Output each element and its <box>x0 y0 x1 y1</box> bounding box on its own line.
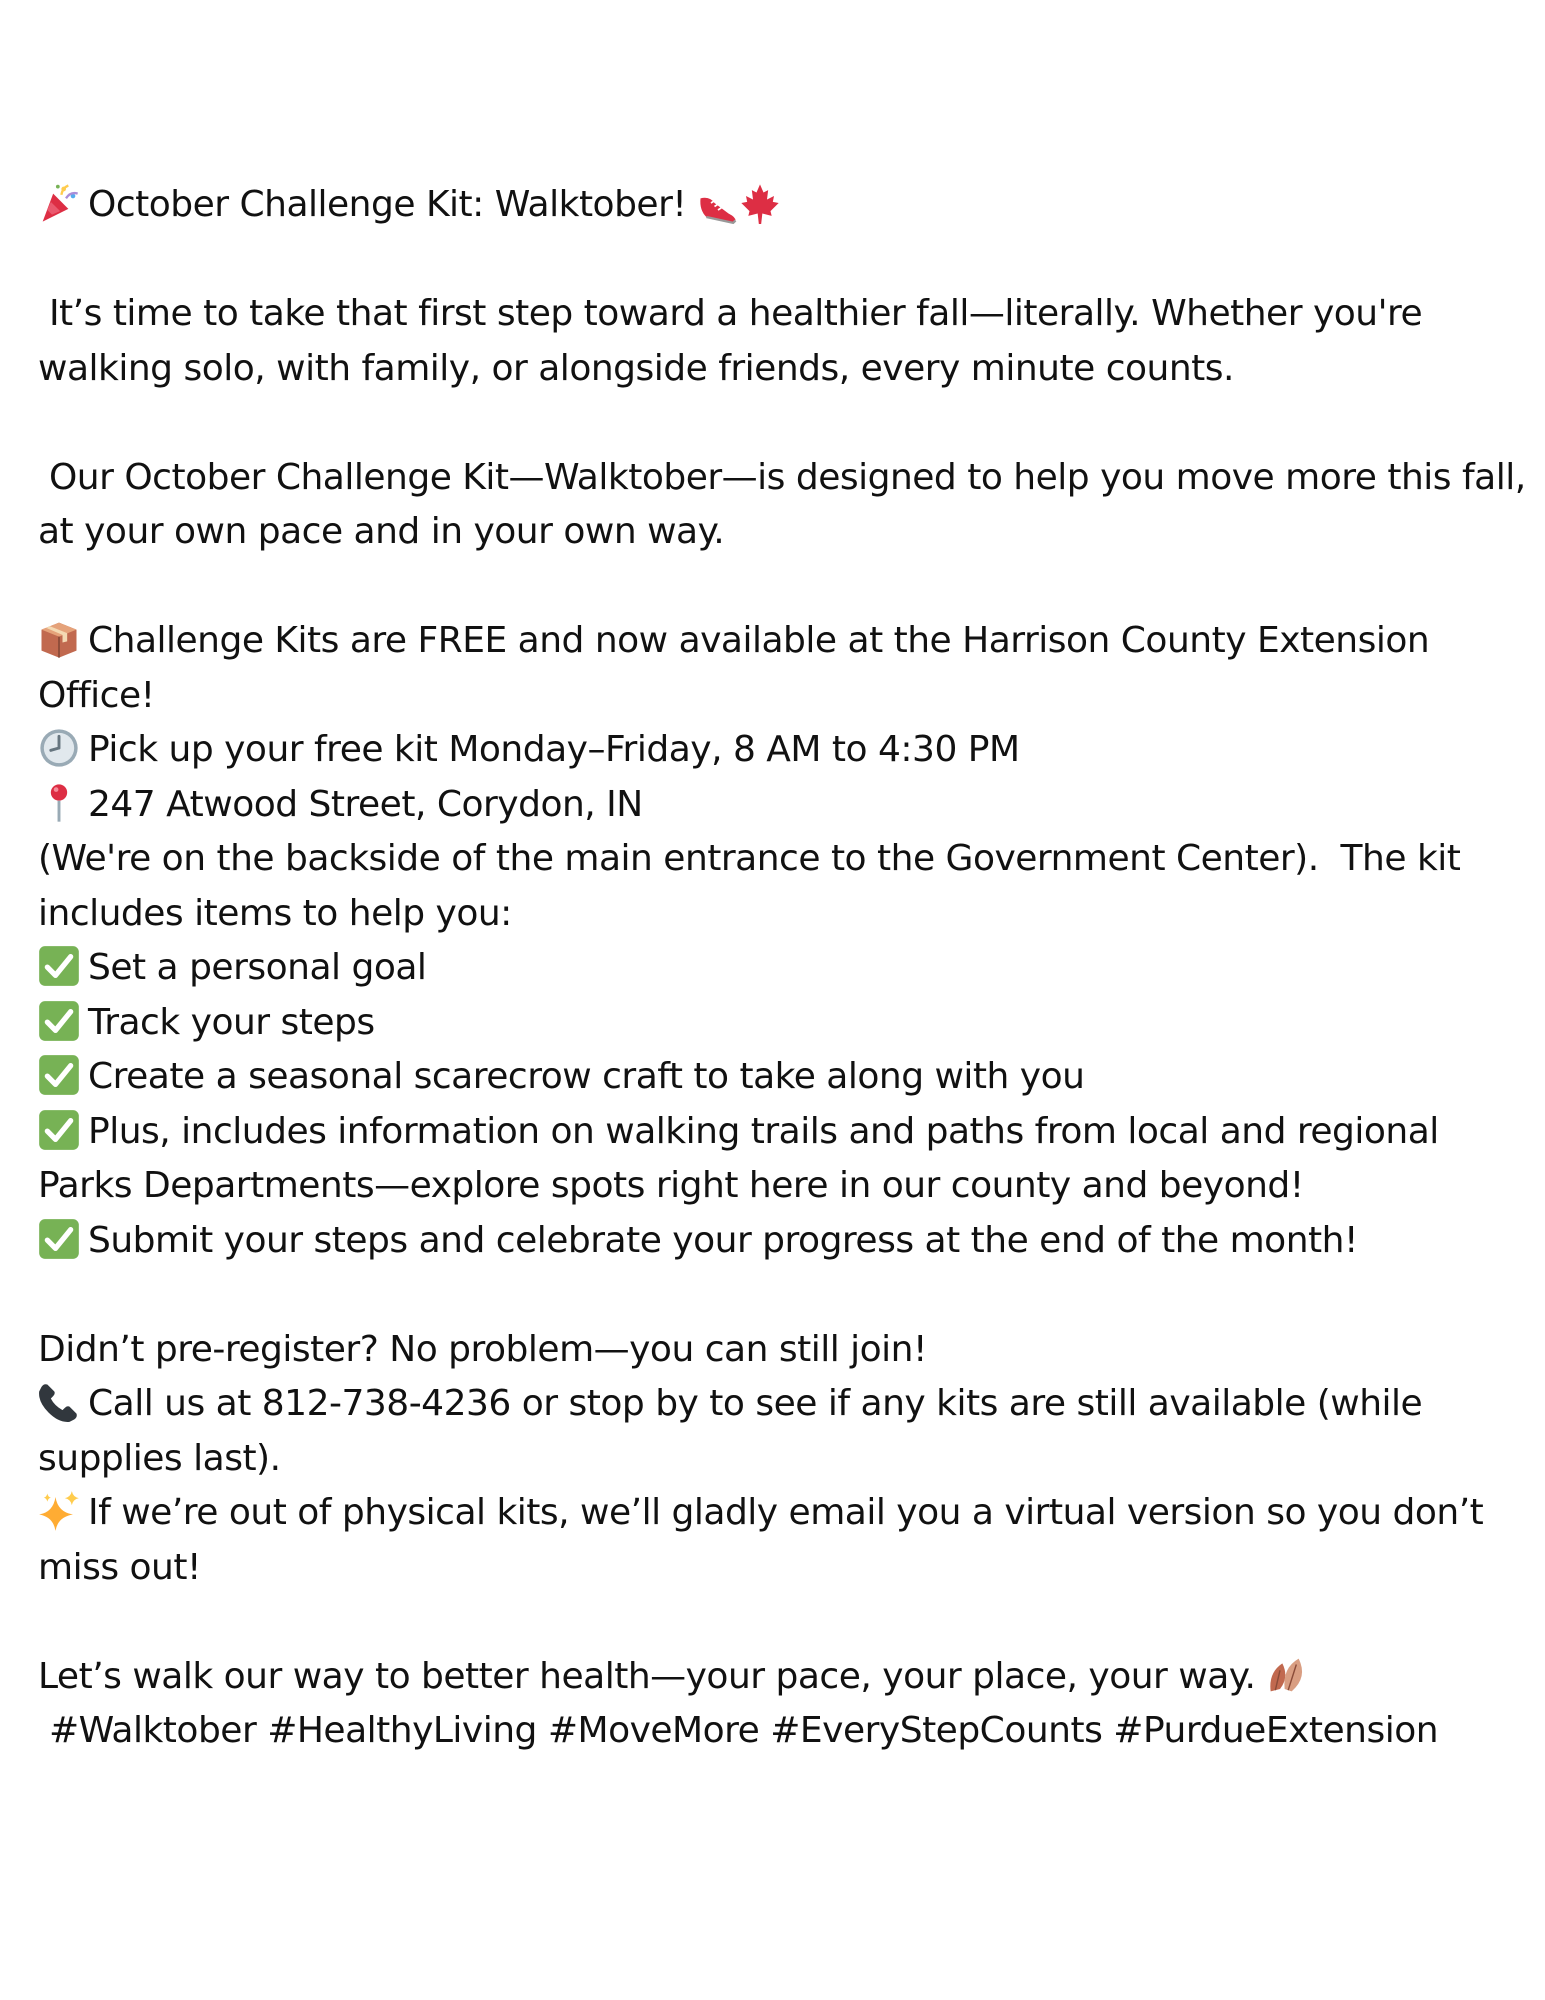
location-line-2: includes items to help you: <box>38 892 512 934</box>
checklist-item-text: Set a personal goal <box>88 947 427 988</box>
list-item <box>38 996 1518 1051</box>
clock-icon <box>38 727 80 769</box>
spacer <box>38 233 1518 288</box>
free-kits-line-2: Office! <box>38 674 155 716</box>
package-icon <box>38 618 80 660</box>
spacer <box>38 1268 1518 1323</box>
post-body <box>38 178 1526 1759</box>
pushpin-icon <box>38 782 80 824</box>
call-line-2: supplies last). <box>38 1437 281 1479</box>
virtual-line <box>38 1486 1518 1541</box>
hashtags-line: #Walktober #HealthyLiving #MoveMore #EveryStepCounts #PurdueExtension <box>38 1710 1439 1751</box>
check-mark-icon <box>38 945 80 987</box>
hours-text: Pick up your free kit Monday–Friday, 8 AM to 4:30 PM <box>88 729 1020 770</box>
free-kits-line <box>38 614 1518 669</box>
closing-line <box>38 1650 1518 1705</box>
hours-line <box>38 723 1518 778</box>
telephone-icon <box>38 1381 80 1423</box>
intro-line-2: walking solo, with family, or alongside friends, every minute counts. <box>38 347 1234 389</box>
kit-line-1: Our October Challenge Kit—Walktober—is designed to help you move more this fall, <box>38 456 1526 498</box>
fallen-leaf-icon <box>1266 1654 1308 1696</box>
virtual-text: If we’re out of physical kits, we’ll gladly email you a virtual version so you don’t <box>88 1492 1484 1533</box>
checklist-item-text: Track your steps <box>88 1001 375 1043</box>
maple-leaf-icon <box>739 182 781 224</box>
party-popper-icon <box>38 182 80 224</box>
spacer <box>38 396 1518 451</box>
post-title: October Challenge Kit: Walktober! <box>88 184 687 225</box>
spacer <box>38 560 1518 615</box>
address-text: 247 Atwood Street, Corydon, IN <box>88 783 643 825</box>
sparkles-icon <box>38 1490 80 1532</box>
checklist-item-text: Submit your steps and celebrate your progress at the end of the month! <box>88 1219 1358 1261</box>
list-item <box>38 1050 1518 1105</box>
checklist-continuation: Parks Departments—explore spots right here in our county and beyond! <box>38 1165 1304 1206</box>
location-line-1: (We're on the backside of the main entrance to the Government Center). The kit <box>38 838 1461 879</box>
check-mark-icon <box>38 1218 80 1260</box>
checklist-item-text: Create a seasonal scarecrow craft to take along with you <box>88 1056 1085 1097</box>
list-item <box>38 1105 1518 1160</box>
check-mark-icon <box>38 1109 80 1151</box>
preregister-line: Didn’t pre-register? No problem—you can still join! <box>38 1328 927 1370</box>
post-title-line <box>38 178 1518 233</box>
call-text: Call us at 812-738-4236 or stop by to see if any kits are still available (while <box>88 1383 1423 1424</box>
sneaker-icon <box>697 182 739 224</box>
kit-line-2: at your own pace and in your own way. <box>38 511 725 552</box>
virtual-line-2: miss out! <box>38 1546 201 1588</box>
address-line <box>38 778 1518 833</box>
call-line <box>38 1377 1518 1432</box>
checklist-item-text: Plus, includes information on walking trails and paths from local and regional <box>88 1110 1439 1152</box>
spacer <box>38 1595 1518 1650</box>
check-mark-icon <box>38 1000 80 1042</box>
list-item <box>38 1214 1518 1269</box>
free-kits-text: Challenge Kits are FREE and now available at the Harrison County Extension <box>88 620 1430 661</box>
check-mark-icon <box>38 1054 80 1096</box>
closing-text: Let’s walk our way to better health—your pace, your place, your way. <box>38 1655 1256 1697</box>
intro-line-1: It’s time to take that first step toward a healthier fall—literally. Whether you're <box>38 293 1423 334</box>
list-item <box>38 941 1518 996</box>
